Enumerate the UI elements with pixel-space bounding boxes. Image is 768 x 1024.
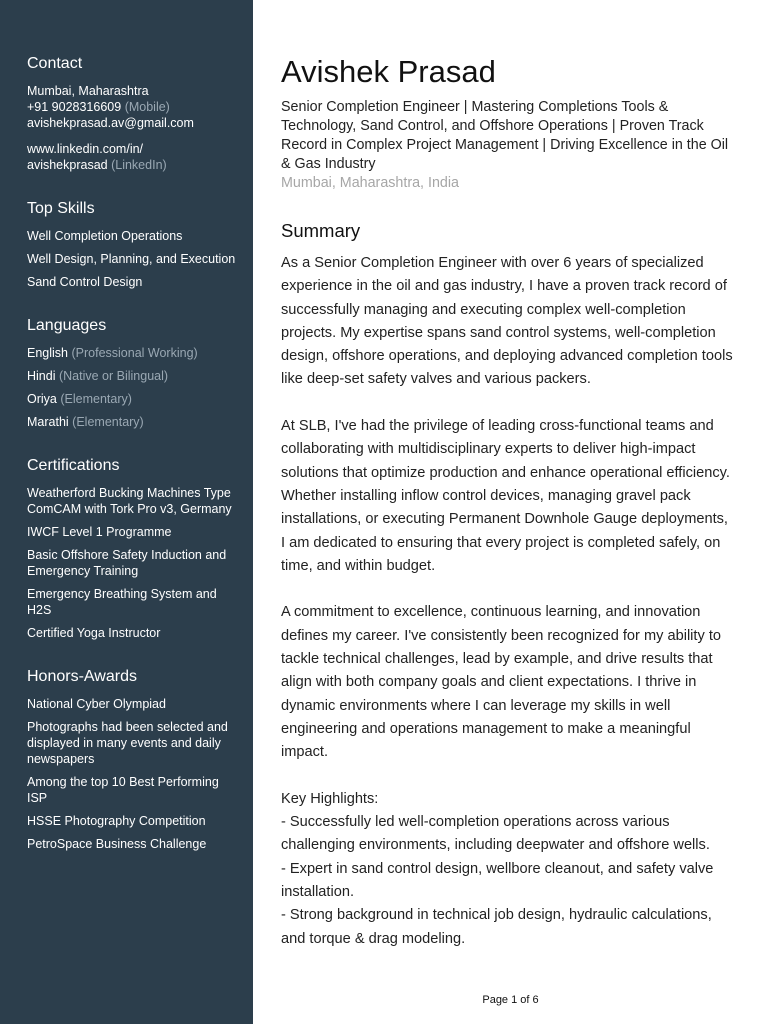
languages-heading: Languages	[27, 317, 107, 334]
certification-item: Basic Offshore Safety Induction and Emergency Training	[27, 548, 227, 578]
profile-name: Avishek Prasad	[281, 54, 496, 89]
main-content	[281, 54, 733, 951]
sidebar	[0, 0, 253, 1024]
contact-heading: Contact	[27, 55, 83, 72]
highlights-heading: Key Highlights:	[281, 790, 379, 807]
contact-phone-row	[27, 99, 239, 115]
profile-location: Mumbai, Maharashtra, India	[281, 175, 459, 191]
contact-phone-label: (Mobile)	[124, 100, 170, 114]
linkedin-url-line1[interactable]: www.linkedin.com/in/	[27, 142, 144, 156]
skill-item: Sand Control Design	[27, 275, 143, 289]
language-level: (Elementary)	[72, 415, 144, 429]
honors-section	[27, 667, 239, 852]
language-item	[27, 368, 239, 384]
certification-item: Certified Yoga Instructor	[27, 626, 161, 640]
language-name: English	[27, 346, 68, 360]
certification-item: Emergency Breathing System and H2S	[27, 587, 217, 617]
linkedin-url-line2[interactable]: avishekprasad	[27, 158, 108, 172]
linkedin-label: (LinkedIn)	[111, 158, 167, 172]
skill-item: Well Design, Planning, and Execution	[27, 252, 236, 266]
summary-paragraph: A commitment to excellence, continuous learning, and innovation defines my career. I've consistently been recognized for my ability to tackle technical challenges, lead by example, and drive results that align with both company goals and client expectations. I thrive in dynamic environments where I can leverage my skills in well engineering and operations management to make a meaningful impact.	[281, 604, 721, 761]
languages-section	[27, 316, 239, 430]
contact-phone: +91 9028316609	[27, 100, 122, 114]
certifications-heading: Certifications	[27, 457, 120, 474]
honor-item: Photographs had been selected and displayed in many events and daily newspapers	[27, 720, 228, 766]
honor-item: HSSE Photography Competition	[27, 814, 206, 828]
certifications-section	[27, 456, 239, 641]
language-item	[27, 345, 239, 361]
highlight-item: - Successfully led well-completion operations across various challenging environments, including deepwater and offshore wells.	[281, 814, 710, 854]
certification-item: Weatherford Bucking Machines Type ComCAM with Tork Pro v3, Germany	[27, 486, 232, 516]
language-level: (Native or Bilingual)	[58, 369, 169, 383]
language-level: (Elementary)	[60, 392, 132, 406]
summary-paragraph: As a Senior Completion Engineer with over 6 years of specialized experience in the oil and gas industry, I have a proven track record of successfully managing and executing complex well-completion projects. My expertise spans sand control systems, well-completion design, offshore operations, and deploying advanced completion tools like deep-set safety valves and various packers.	[281, 255, 733, 388]
language-name: Oriya	[27, 392, 57, 406]
highlight-item: - Strong background in technical job design, hydraulic calculations, and torque & drag modeling.	[281, 907, 712, 947]
page-number: Page 1 of 6	[482, 994, 539, 1006]
key-highlights	[281, 788, 733, 951]
language-item	[27, 414, 239, 430]
contact-email[interactable]: avishekprasad.av@gmail.com	[27, 116, 194, 130]
honors-heading: Honors-Awards	[27, 668, 137, 685]
contact-section	[27, 54, 239, 173]
profile-headline: Senior Completion Engineer | Mastering Completions Tools & Technology, Sand Control, and Offshore Operations | Proven Track Record in Complex Project Management | Driving Excellence in the Oil & Gas Industry	[281, 99, 729, 172]
honor-item: PetroSpace Business Challenge	[27, 837, 207, 851]
skills-heading: Top Skills	[27, 200, 95, 217]
language-level: (Professional Working)	[71, 346, 198, 360]
contact-location: Mumbai, Maharashtra	[27, 84, 149, 98]
language-name: Marathi	[27, 415, 69, 429]
honor-item: Among the top 10 Best Performing ISP	[27, 775, 219, 805]
linkedin-url-row	[27, 157, 239, 173]
skills-section	[27, 199, 239, 290]
skill-item: Well Completion Operations	[27, 229, 183, 243]
language-name: Hindi	[27, 369, 56, 383]
highlight-item: - Expert in sand control design, wellbore cleanout, and safety valve installation.	[281, 860, 714, 901]
summary-paragraph: At SLB, I've had the privilege of leading cross-functional teams and collaborating with multidisciplinary experts to deliver high-impact solutions that optimize production and enhance operational efficiency. Whether installing inflow control devices, managing gravel pack installations, or executing Permanent Downhole Gauge deployments, I am dedicated to ensuring that every project is completed safely, on time, and within budget.	[281, 418, 730, 574]
language-item	[27, 391, 239, 407]
certification-item: IWCF Level 1 Programme	[27, 525, 172, 539]
summary-heading: Summary	[281, 220, 361, 241]
honor-item: National Cyber Olympiad	[27, 697, 166, 711]
